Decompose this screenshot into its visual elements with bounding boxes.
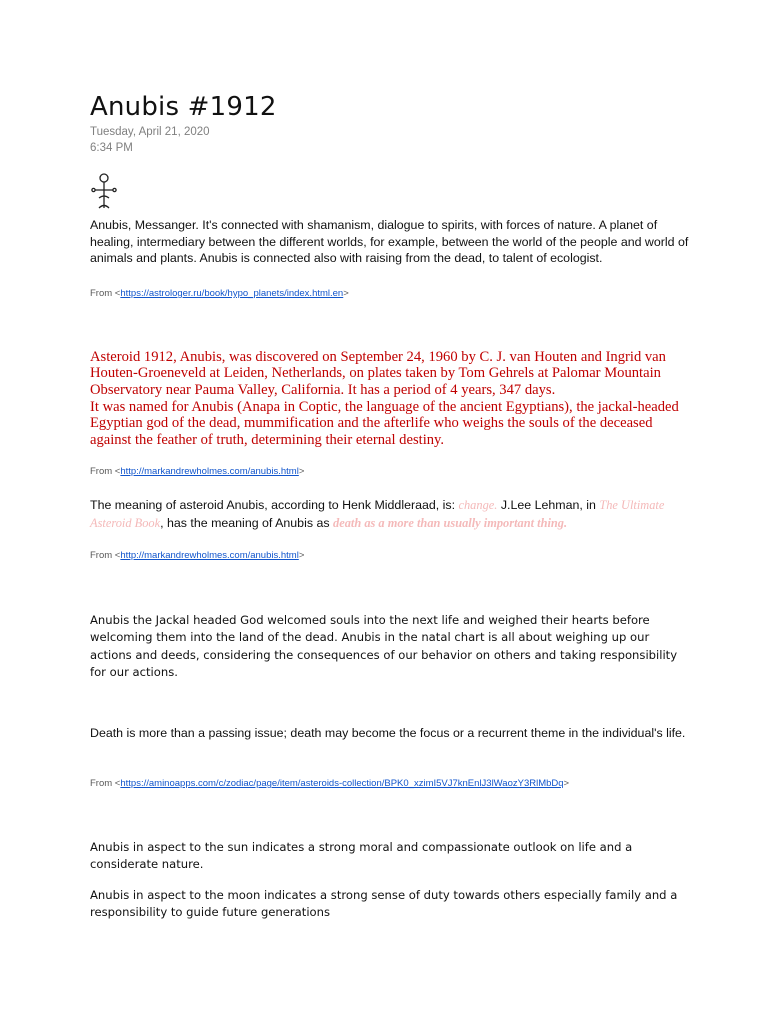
source-line: From <https://astrologer.ru/book/hypo_planets/index.html.en> — [90, 288, 349, 299]
meaning-paragraph: The meaning of asteroid Anubis, according to Henk Middleraad, is: change. J.Lee Lehman, in The Ultimate Asteroid Book, has the meaning of Anubis as death as a more than usually important thing. — [90, 498, 665, 530]
source-line: From <http://markandrewholmes.com/anubis.html> — [90, 550, 305, 561]
anubis-symbol-icon — [90, 172, 690, 212]
naming-paragraph: It was named for Anubis (Anapa in Coptic, the language of the ancient Egyptians), the jackal-headed Egyptian god of the dead, mummification and the afterlife who weighs the souls of the deceased against the feather of truth, determining their eternal destiny. — [90, 399, 679, 448]
source-link[interactable]: http://markandrewholmes.com/anubis.html — [120, 466, 299, 477]
book-title: The Ultimate Asteroid Book — [90, 498, 665, 530]
meaning-death: death as a more than usually important thing. — [333, 516, 568, 530]
discovery-paragraph: Asteroid 1912, Anubis, was discovered on September 24, 1960 by C. J. van Houten and Ingrid van Houten-Groeneveld at Leiden, Netherlands, on plates taken by Tom Gehrels at Palomar Mountain Observatory near Pauma Valley, California. It has a period of 4 years, 347 days. — [90, 349, 666, 398]
death-paragraph: Death is more than a passing issue; death may become the focus or a recurrent theme in the individual's life. — [90, 726, 686, 740]
note-page — [90, 90, 690, 920]
source-line: From <https://aminoapps.com/c/zodiac/page/item/asteroids-collection/BPK0_xzimI5VJ7knEnlJ3lWaozY3RlMbDq> — [90, 778, 570, 789]
meaning-change: change. — [458, 498, 498, 512]
source-link[interactable]: https://aminoapps.com/c/zodiac/page/item/asteroids-collection/BPK0_xzimI5VJ7knEnlJ3lWaozY3RlMbDq — [120, 778, 564, 789]
source-line: From <http://markandrewholmes.com/anubis.html> — [90, 466, 305, 477]
jackal-paragraph: Anubis the Jackal headed God welcomed souls into the next life and weighed their hearts before welcoming them into the land of the dead. Anubis in the natal chart is all about weighing up our actions and deeds, considering the consequences of our behavior on others and taking responsibility for our actions. — [90, 613, 678, 679]
intro-paragraph: Anubis, Messanger. It's connected with shamanism, dialogue to spirits, with forces of nature. A planet of healing, intermediary between the different worlds, for example, between the world of the people and world of animals and plants. Anubis is connected also with raising from the dead, to talent of ecologist. — [90, 218, 689, 266]
sun-aspect-paragraph: Anubis in aspect to the sun indicates a strong moral and compassionate outlook on life and a considerate nature. — [90, 840, 633, 872]
note-date: Tuesday, April 21, 2020 — [90, 126, 210, 138]
source-link[interactable]: http://markandrewholmes.com/anubis.html — [120, 550, 299, 561]
source-link[interactable]: https://astrologer.ru/book/hypo_planets/index.html.en — [120, 288, 344, 299]
page-title: Anubis #1912 — [90, 92, 277, 122]
moon-aspect-paragraph: Anubis in aspect to the moon indicates a strong sense of duty towards others especially family and a responsibility to guide future generations — [90, 888, 678, 920]
note-time: 6:34 PM — [90, 142, 133, 154]
